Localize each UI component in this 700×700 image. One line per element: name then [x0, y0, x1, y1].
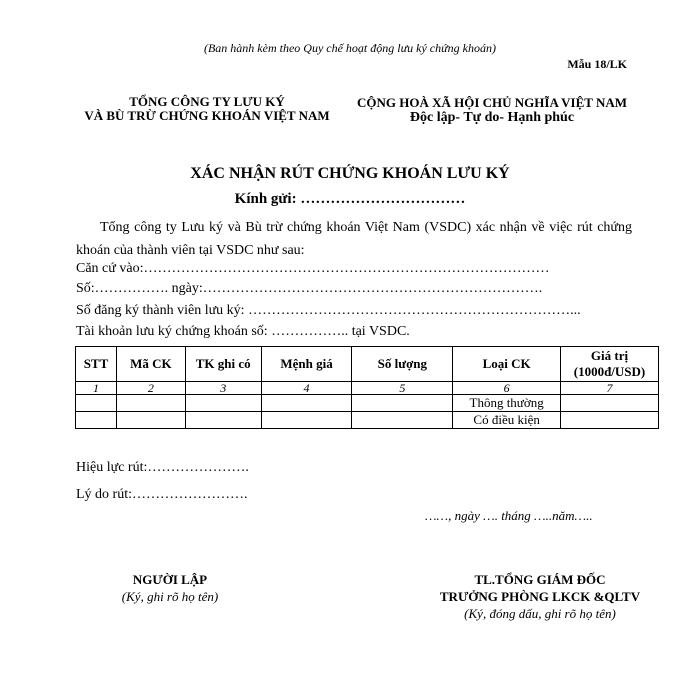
document-title: XÁC NHẬN RÚT CHỨNG KHOÁN LƯU KÝ	[190, 165, 510, 182]
header-credit-account: TK ghi có	[185, 347, 261, 382]
column-number-row	[76, 382, 659, 395]
table-cell	[76, 412, 117, 429]
header-stt: STT	[76, 347, 117, 382]
regulation-note: (Ban hành kèm theo Quy chế hoạt động lưu ký chứng khoán)	[203, 41, 496, 55]
director-title-line1: TL.TỔNG GIÁM ĐỐC	[474, 572, 606, 587]
intro-paragraph	[76, 216, 632, 262]
table-cell	[352, 412, 453, 429]
director-title-line2: TRƯỞNG PHÒNG LKCK &QLTV	[439, 589, 641, 604]
column-number: 5	[352, 382, 453, 395]
column-number: 7	[561, 382, 659, 395]
table-cell	[561, 412, 659, 429]
table-cell: Thông thường	[453, 395, 561, 412]
header-par-value: Mệnh giá	[261, 347, 352, 382]
director-signature-block	[405, 571, 675, 622]
form-code: Mẫu 18/LK	[567, 57, 627, 71]
header-security-code: Mã CK	[116, 347, 185, 382]
table-cell	[561, 395, 659, 412]
country-name: CỘNG HOÀ XÃ HỘI CHỦ NGHĨA VIỆT NAM	[356, 95, 628, 110]
number-date-field: Số:……………. ngày:……………………………………………………………….	[76, 281, 543, 296]
depository-account-field: Tài khoản lưu ký chứng khoán số: …………….. tại VSDC.	[76, 324, 410, 339]
preparer-title: NGƯỜI LẬP	[132, 572, 208, 587]
basis-field: Căn cứ vào:……………………………………………………………………………	[76, 261, 550, 276]
validity-field: Hiệu lực rút:………………….	[76, 460, 249, 475]
column-number: 3	[185, 382, 261, 395]
table-cell	[185, 395, 261, 412]
column-number: 6	[453, 382, 561, 395]
header-value-unit: (1000đ/USD)	[573, 364, 646, 379]
director-note: (Ký, đóng dấu, ghi rõ họ tên)	[464, 606, 616, 621]
header-value-label: Giá trị	[590, 348, 629, 363]
header-quantity: Số lượng	[352, 347, 453, 382]
issuing-organization	[62, 95, 352, 123]
column-number: 4	[261, 382, 352, 395]
table-cell: Có điều kiện	[453, 412, 561, 429]
table-cell	[76, 395, 117, 412]
addressee-line: Kính gửi: ……………………………	[234, 191, 466, 207]
table-header-row	[76, 347, 659, 382]
table-cell	[261, 412, 352, 429]
intro-text: Tổng công ty Lưu ký và Bù trừ chứng khoán Việt Nam (VSDC) xác nhận về việc rút chứng khoán của thành viên tại VSDC như sau:	[76, 220, 632, 258]
table-cell	[352, 395, 453, 412]
preparer-signature-block	[80, 571, 260, 605]
org-name-line1: TỔNG CÔNG TY LƯU KÝ	[129, 94, 285, 109]
national-motto: Độc lập- Tự do- Hạnh phúc	[409, 110, 575, 125]
reason-field: Lý do rút:…………………….	[76, 487, 248, 502]
member-registration-field: Số đăng ký thành viên lưu ký: ……………………………………………………………...	[76, 303, 581, 318]
table-row	[76, 412, 659, 429]
table-row	[76, 395, 659, 412]
table-cell	[261, 395, 352, 412]
column-number: 1	[76, 382, 117, 395]
national-heading	[342, 95, 642, 125]
date-line: ……, ngày …. tháng …..năm…..	[425, 508, 593, 523]
securities-table	[75, 346, 659, 429]
header-value	[561, 347, 659, 382]
table-cell	[116, 395, 185, 412]
table-cell	[116, 412, 185, 429]
table-cell	[185, 412, 261, 429]
column-number: 2	[116, 382, 185, 395]
org-name-line2: VÀ BÙ TRỪ CHỨNG KHOÁN VIỆT NAM	[84, 108, 330, 123]
preparer-note: (Ký, ghi rõ họ tên)	[121, 589, 219, 604]
header-security-type: Loại CK	[453, 347, 561, 382]
